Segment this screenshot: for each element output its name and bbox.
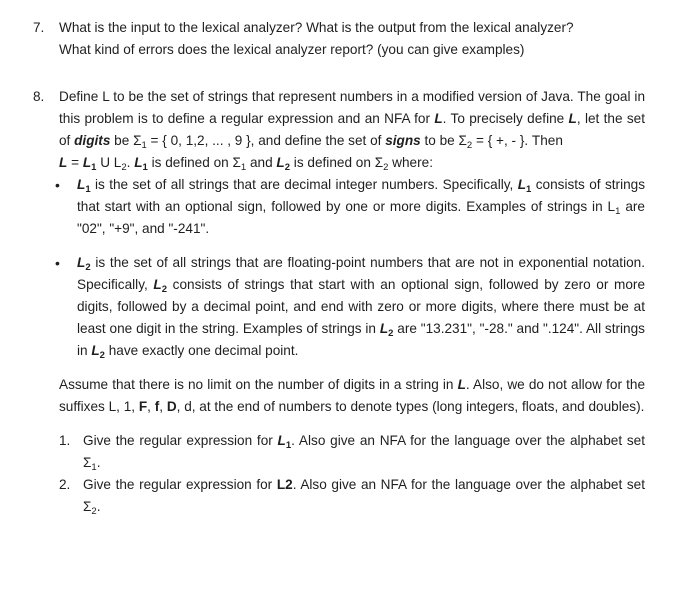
task-item: 1. Give the regular expression for $L_1$. Also give an NFA for the language over the alphabet set $\Sigma_1$. xyxy=(59,430,645,474)
question-8 xyxy=(33,86,645,518)
question-number: 8. xyxy=(33,89,45,104)
bullet-icon: • xyxy=(55,255,60,271)
definition-bullet-l2: • $L_2$ is the set of all strings that are floating-point numbers that are not in exponential notation. Specifically, $L_2$ consists of strings that start with an optional sign, followed by zero or more digits, followed by a decimal point, and end with zero or more digits, where there must be at least one digit in the string. Examples of strings in $L_2$ are "13.231", "-28." and ".124". All strings in $L_2$ have exactly one decimal point. xyxy=(55,252,645,362)
task-number: 2. xyxy=(59,477,71,492)
question-7 xyxy=(33,17,645,61)
question-text-line: What kind of errors does the lexical analyzer report? (you can give examples) xyxy=(59,42,525,57)
task-list xyxy=(59,430,645,518)
definition-bullet-l1: • $L_1$ is the set of all strings that are decimal integer numbers. Specifically, $L_1$ consists of strings that start with an optional sign, followed by one or more digits. Examples of strings in $L_1$ are "02", "+9", and "-241". xyxy=(55,174,645,240)
question-number: 7. xyxy=(33,20,45,35)
question-intro-paragraph: Define L to be the set of strings that represent numbers in a modified version of Java. The goal in this problem is to define a regular expression and an NFA for L. To precisely define L, let the set of digits be $\Sigma_1$ = { 0, 1,2, ... , 9 }, and define the set of signs to be $\Sigma_2$ = { +, - }. Then $L = L_1$ U $L_2$. $L_1$ is defined on $\Sigma_1$ and $L_2$ is defined on $\Sigma_2$ where: xyxy=(59,89,646,173)
assumption-paragraph: Assume that there is no limit on the number of digits in a string in L. Also, we do not allow for the suffixes L, 1, F, f, D, d, at the end of numbers to denote types (long integers, floats, and doubles). xyxy=(59,377,646,414)
bullet-icon: • xyxy=(55,177,60,193)
question-text-line: What is the input to the lexical analyzer? What is the output from the lexical analyzer? xyxy=(59,20,574,35)
task-item: 2. Give the regular expression for L2. Also give an NFA for the language over the alphabet set $\Sigma_2$. xyxy=(59,474,645,518)
task-number: 1. xyxy=(59,433,71,448)
